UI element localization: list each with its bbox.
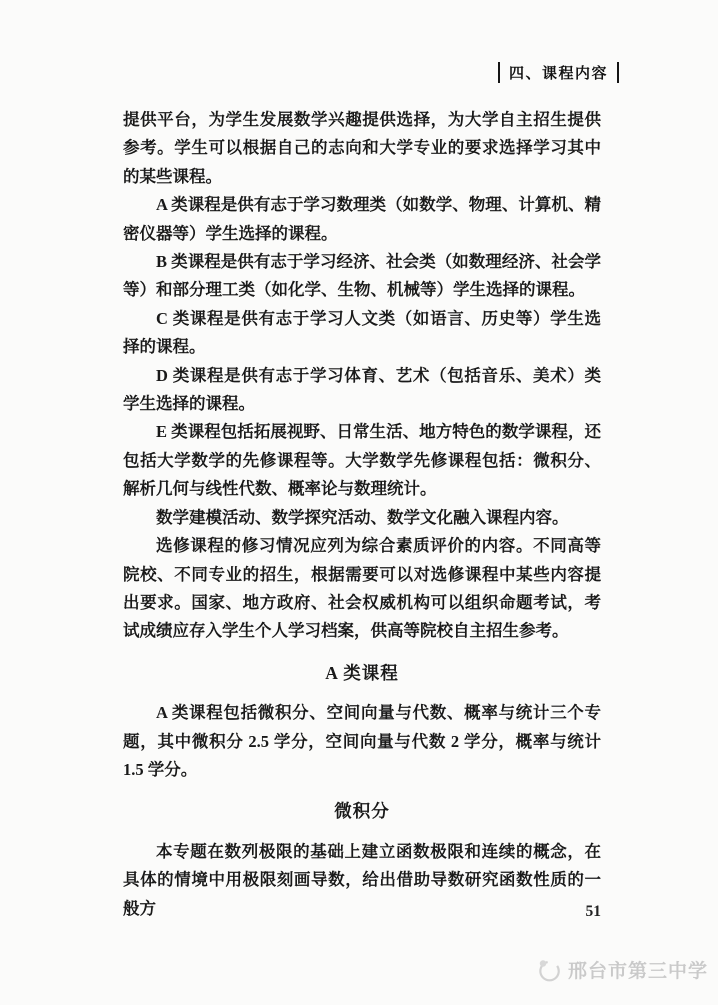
- running-head-left-rule: [498, 62, 500, 83]
- paragraph: E 类课程包括拓展视野、日常生活、地方特色的数学课程，还包括大学数学的先修课程等。大学数学先修课程包括：微积分、解析几何与线性代数、概率论与数理统计。: [123, 422, 601, 499]
- watermark-text: 邢台市第三中学: [567, 961, 708, 982]
- paragraph: A 类课程包括微积分、空间向量与代数、概率与统计三个专题，其中微积分 2.5 学分，空间向量与代数 2 学分，概率与统计 1.5 学分。: [123, 703, 601, 779]
- page-number: 51: [585, 903, 601, 920]
- watermark: [536, 956, 708, 983]
- section-heading-a-courses: A 类课程: [325, 662, 399, 683]
- paragraph: B 类课程是供有志于学习经济、社会类（如数理经济、社会学等）和部分理工类（如化学、生物、机械等）学生选择的课程。: [123, 252, 601, 300]
- paragraph: 本专题在数列极限的基础上建立函数极限和连续的概念，在具体的情境中用极限刻画导数，给出借助导数研究函数性质的一般方: [123, 841, 601, 918]
- paragraph: A 类课程是供有志于学习数理类（如数学、物理、计算机、精密仪器等）学生选择的课程。: [123, 195, 601, 243]
- paragraph: 选修课程的修习情况应列为综合素质评价的内容。不同高等院校、不同专业的招生，根据需要可以对选修课程中某些内容提出要求。国家、地方政府、社会权威机构可以组织命题考试，考试成绩应存入学生个人学习档案，供高等院校自主招生参考。: [123, 536, 601, 641]
- paragraph: 数学建模活动、数学探究活动、数学文化融入课程内容。: [156, 507, 569, 527]
- running-head-title: 四、课程内容: [509, 66, 609, 82]
- section-heading-calculus: 微积分: [334, 801, 390, 822]
- paragraph: 提供平台，为学生发展数学兴趣提供选择，为大学自主招生提供参考。学生可以根据自己的志向和大学专业的要求选择学习其中的某些课程。: [123, 110, 601, 186]
- paragraph: D 类课程是供有志于学习体育、艺术（包括音乐、美术）类学生选择的课程。: [123, 365, 601, 414]
- paragraph: C 类课程是供有志于学习人文类（如语言、历史等）学生选择的课程。: [123, 308, 601, 357]
- running-head: [498, 62, 619, 83]
- running-head-right-rule: [617, 62, 619, 83]
- page-body: [123, 106, 601, 923]
- school-emblem-icon: [536, 957, 562, 983]
